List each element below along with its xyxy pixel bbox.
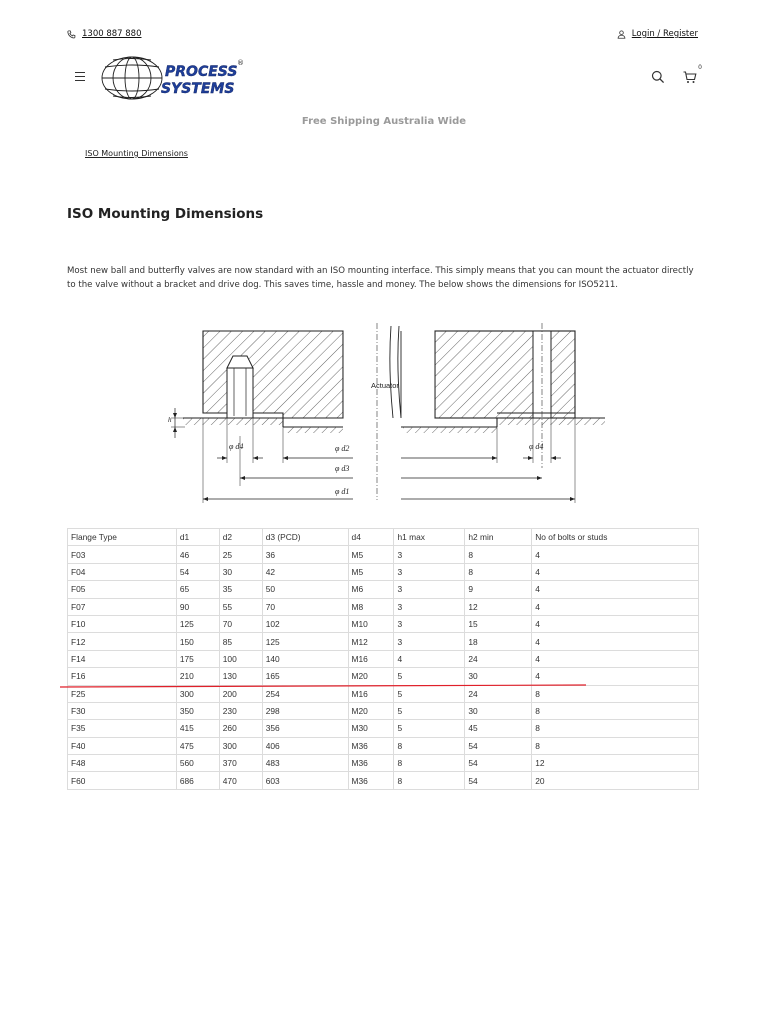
table-cell: 603 [262, 772, 348, 789]
table-cell: M16 [348, 685, 394, 702]
table-cell: 3 [394, 581, 465, 598]
hamburger-menu-icon[interactable] [75, 72, 85, 81]
table-cell: 55 [219, 598, 262, 615]
table-cell: 18 [465, 633, 532, 650]
table-cell: 130 [219, 668, 262, 685]
table-cell: 298 [262, 702, 348, 719]
table-cell: 3 [394, 563, 465, 580]
table-cell: 8 [394, 772, 465, 789]
table-cell: 54 [465, 737, 532, 754]
table-cell: M36 [348, 755, 394, 772]
table-cell: 8 [532, 702, 699, 719]
table-cell: 20 [532, 772, 699, 789]
table-cell: 5 [394, 702, 465, 719]
table-cell: 300 [176, 685, 219, 702]
phone-number: 1300 887 880 [82, 29, 142, 39]
red-highlight-line [60, 684, 586, 688]
table-cell: 5 [394, 720, 465, 737]
table-cell: M36 [348, 772, 394, 789]
site-header [67, 55, 702, 100]
table-cell: M20 [348, 668, 394, 685]
table-cell: M6 [348, 581, 394, 598]
table-cell: M12 [348, 633, 394, 650]
table-cell: 4 [532, 633, 699, 650]
table-cell: 475 [176, 737, 219, 754]
iso-dimensions-table [67, 528, 699, 790]
table-cell: 8 [532, 685, 699, 702]
table-cell: F48 [68, 755, 177, 772]
table-cell: F14 [68, 650, 177, 667]
table-row [68, 581, 699, 598]
table-cell: 30 [465, 668, 532, 685]
table-cell: 4 [532, 668, 699, 685]
table-cell: 9 [465, 581, 532, 598]
table-header-cell: d2 [219, 529, 262, 546]
table-cell: 560 [176, 755, 219, 772]
table-row [68, 668, 699, 685]
table-header-cell: No of bolts or studs [532, 529, 699, 546]
table-cell: 90 [176, 598, 219, 615]
table-header-row [68, 529, 699, 546]
table-cell: F10 [68, 615, 177, 632]
process-systems-logo[interactable] [99, 55, 279, 101]
table-cell: 4 [532, 546, 699, 563]
table-row [68, 755, 699, 772]
table-cell: 686 [176, 772, 219, 789]
table-cell: 30 [465, 702, 532, 719]
table-cell: 3 [394, 546, 465, 563]
table-cell: M20 [348, 702, 394, 719]
table-cell: 260 [219, 720, 262, 737]
table-cell: 406 [262, 737, 348, 754]
table-row [68, 702, 699, 719]
d1-label: φ d1 [335, 487, 350, 496]
table-cell: 470 [219, 772, 262, 789]
intro-paragraph: Most new ball and butterfly valves are now standard with an ISO mounting interface. This simply means that you can mount the actuator directly to the valve without a bracket and drive dog. This saves time, hassle and money. The below shows the dimensions for ISO5211. [67, 266, 694, 290]
table-cell: 102 [262, 615, 348, 632]
breadcrumb[interactable]: ISO Mounting Dimensions [85, 149, 188, 158]
table-cell: 3 [394, 615, 465, 632]
table-cell: F16 [68, 668, 177, 685]
table-cell: F40 [68, 737, 177, 754]
table-cell: M5 [348, 546, 394, 563]
table-cell: 54 [465, 772, 532, 789]
table-cell: 125 [262, 633, 348, 650]
table-cell: 8 [532, 720, 699, 737]
phone-link[interactable] [67, 29, 141, 39]
table-row [68, 737, 699, 754]
table-cell: 125 [176, 615, 219, 632]
table-cell: M16 [348, 650, 394, 667]
table-cell: F04 [68, 563, 177, 580]
table-row [68, 772, 699, 789]
header-actions [650, 64, 702, 85]
table-cell: M10 [348, 615, 394, 632]
table-cell: 254 [262, 685, 348, 702]
login-register-link[interactable] [617, 29, 698, 39]
d2-label: φ d2 [335, 444, 350, 453]
table-cell: 24 [465, 650, 532, 667]
table-cell: 30 [219, 563, 262, 580]
table-cell: 4 [532, 581, 699, 598]
table-cell: 15 [465, 615, 532, 632]
d4-label-left: φ d4 [229, 442, 244, 451]
d3-label: φ d3 [335, 464, 350, 473]
table-cell: 8 [394, 755, 465, 772]
table-cell: 415 [176, 720, 219, 737]
table-cell: 100 [219, 650, 262, 667]
table-cell: 46 [176, 546, 219, 563]
table-cell: 350 [176, 702, 219, 719]
logo-line-1: PROCESS [165, 64, 238, 80]
table-cell: 12 [465, 598, 532, 615]
table-header-cell: h2 min [465, 529, 532, 546]
table-row [68, 615, 699, 632]
table-header-cell: Flange Type [68, 529, 177, 546]
table-cell: M36 [348, 737, 394, 754]
table-cell: F25 [68, 685, 177, 702]
phone-icon [67, 30, 76, 39]
table-cell: 4 [532, 615, 699, 632]
d4-label-right: φ d4 [529, 442, 544, 451]
table-cell: 35 [219, 581, 262, 598]
table-cell: 8 [465, 563, 532, 580]
table-cell: 4 [532, 563, 699, 580]
table-cell: F35 [68, 720, 177, 737]
table-cell: 45 [465, 720, 532, 737]
table-cell: M8 [348, 598, 394, 615]
table-cell: F05 [68, 581, 177, 598]
cart-count-badge: 0 [698, 64, 702, 71]
table-cell: 8 [465, 546, 532, 563]
table-cell: 5 [394, 685, 465, 702]
table-row [68, 598, 699, 615]
table-row [68, 546, 699, 563]
table-cell: 230 [219, 702, 262, 719]
table-header-cell: d4 [348, 529, 394, 546]
table-cell: 12 [532, 755, 699, 772]
table-cell: 25 [219, 546, 262, 563]
table-cell: 200 [219, 685, 262, 702]
table-cell: 36 [262, 546, 348, 563]
table-cell: 4 [532, 598, 699, 615]
table-cell: 54 [465, 755, 532, 772]
table-cell: F12 [68, 633, 177, 650]
table-cell: 8 [394, 737, 465, 754]
table-cell: 300 [219, 737, 262, 754]
table-cell: 165 [262, 668, 348, 685]
free-shipping-banner: Free Shipping Australia Wide [301, 116, 467, 127]
table-cell: 3 [394, 633, 465, 650]
table-cell: 210 [176, 668, 219, 685]
login-register-label: Login / Register [631, 29, 698, 39]
table-cell: 483 [262, 755, 348, 772]
table-row [68, 650, 699, 667]
table-cell: 150 [176, 633, 219, 650]
table-header-cell: d3 (PCD) [262, 529, 348, 546]
table-cell: 5 [394, 668, 465, 685]
table-cell: F03 [68, 546, 177, 563]
table-cell: M30 [348, 720, 394, 737]
table-cell: 140 [262, 650, 348, 667]
top-bar [67, 29, 698, 43]
table-cell: 3 [394, 598, 465, 615]
iso-mounting-diagram [165, 318, 615, 508]
table-header-cell: d1 [176, 529, 219, 546]
table-cell: 4 [532, 650, 699, 667]
table-cell: 42 [262, 563, 348, 580]
table-cell: 370 [219, 755, 262, 772]
table-cell: 85 [219, 633, 262, 650]
actuator-label: Actuator [371, 381, 399, 390]
logo-line-2: SYSTEMS [161, 81, 235, 97]
table-cell: 50 [262, 581, 348, 598]
search-icon[interactable] [650, 69, 666, 85]
table-cell: F30 [68, 702, 177, 719]
table-cell: M5 [348, 563, 394, 580]
h-label: h [168, 416, 172, 424]
table-cell: 70 [262, 598, 348, 615]
table-row [68, 563, 699, 580]
page-title: ISO Mounting Dimensions [67, 206, 264, 222]
cart-icon[interactable] [682, 64, 702, 85]
table-cell: 70 [219, 615, 262, 632]
table-cell: F07 [68, 598, 177, 615]
table-row [68, 720, 699, 737]
table-header-cell: h1 max [394, 529, 465, 546]
user-icon [617, 30, 626, 39]
table-cell: 356 [262, 720, 348, 737]
table-cell: 8 [532, 737, 699, 754]
table-cell: 54 [176, 563, 219, 580]
table-cell: 24 [465, 685, 532, 702]
table-cell: 175 [176, 650, 219, 667]
table-cell: 4 [394, 650, 465, 667]
table-cell: F60 [68, 772, 177, 789]
table-cell: 65 [176, 581, 219, 598]
logo-registered-mark: ® [237, 59, 244, 67]
table-row [68, 633, 699, 650]
